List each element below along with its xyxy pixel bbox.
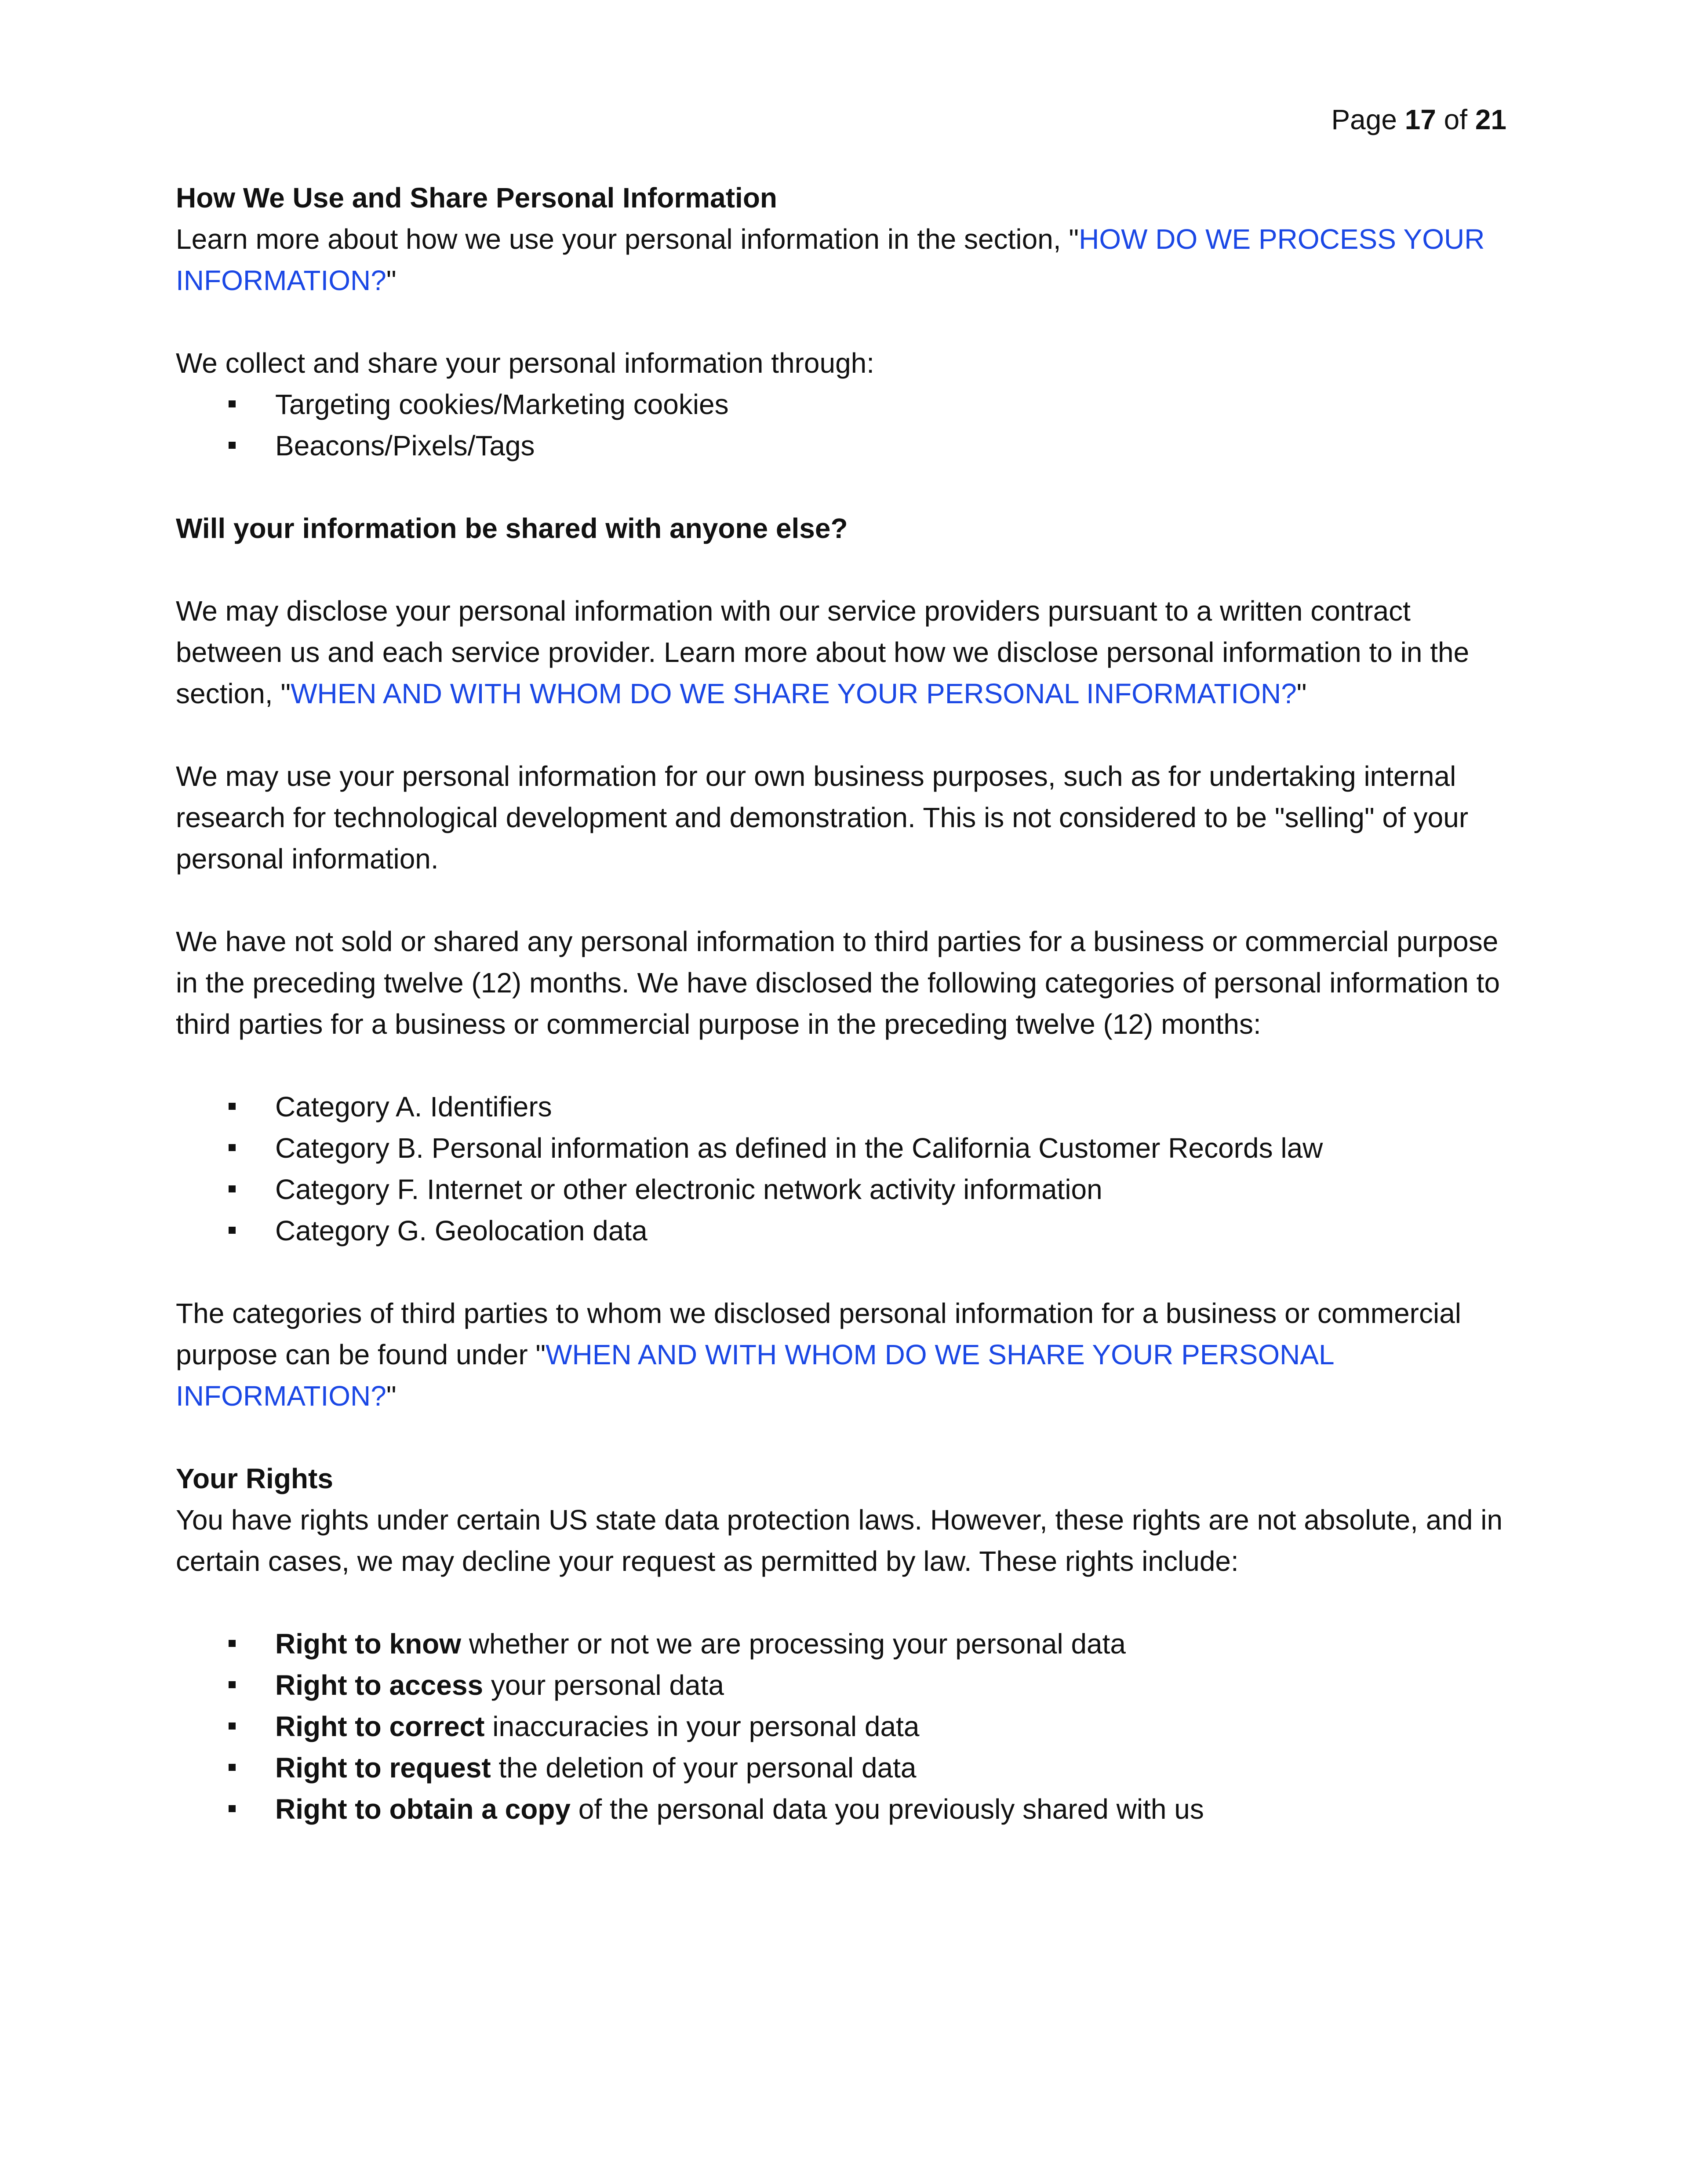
paragraph-not-sold: We have not sold or shared any personal information to third parties for a business or commercial purpose in the preceding twelve (12) months. We have disclosed the following categories of personal information to third parties for a business or commercial purpose in the preceding twelve (12) months: (176, 926, 1500, 1040)
link-when-and-with-whom-2[interactable]: WHEN AND WITH WHOM DO WE SHARE YOUR PERSONAL INFORMATION? (176, 1339, 1334, 1412)
right-description: of the personal data you previously shared with us (570, 1793, 1204, 1825)
list-item (176, 1747, 1508, 1788)
spacer (176, 1251, 1508, 1293)
spacer (176, 1417, 1508, 1458)
page-number-current: 17 (1404, 104, 1436, 135)
paragraph-rights-intro: You have rights under certain US state data protection laws. However, these rights are not absolute, and in certain cases, we may decline your request as permitted by law. These rights include: (176, 1504, 1503, 1577)
text-third-party-after: " (386, 1380, 397, 1412)
text-use-share-before: Learn more about how we use your personal information in the section, " (176, 223, 1079, 255)
spacer (176, 301, 1508, 342)
list-item: Category F. Internet or other electronic network activity information (176, 1169, 1508, 1210)
page-number-prefix: Page (1331, 104, 1397, 135)
text-third-party-before: The categories of third parties to whom we disclosed personal information for a business or commercial purpose can be found under " (176, 1297, 1461, 1370)
paragraph-use-share (176, 218, 1508, 301)
list-item: Category B. Personal information as defined in the California Customer Records law (176, 1127, 1508, 1169)
spacer (176, 1582, 1508, 1623)
text-use-share-after: " (386, 265, 397, 296)
list-item: Targeting cookies/Marketing cookies (176, 384, 1508, 425)
right-name: Right to obtain a copy (275, 1793, 571, 1825)
list-item (176, 1788, 1508, 1830)
right-name: Right to know (275, 1628, 462, 1660)
right-description: whether or not we are processing your personal data (461, 1628, 1126, 1660)
spacer (176, 549, 1508, 590)
right-name: Right to correct (275, 1711, 485, 1742)
paragraph-disclose (176, 590, 1508, 714)
spacer (176, 1045, 1508, 1086)
list-categories (176, 1086, 1508, 1251)
text-disclose-before: We may disclose your personal information with our service providers pursuant to a written contract between us and each service provider. Learn more about how we disclose personal information to in the section, " (176, 595, 1470, 709)
page-number-of: of (1444, 104, 1468, 135)
list-item: Category A. Identifiers (176, 1086, 1508, 1127)
link-how-do-we-process[interactable]: HOW DO WE PROCESS YOUR INFORMATION? (176, 223, 1485, 296)
paragraph-business-purposes: We may use your personal information for our own business purposes, such as for undertaking internal research for technological development and demonstration. This is not considered to be "selling" of your personal information. (176, 760, 1469, 875)
list-item: Category G. Geolocation data (176, 1210, 1508, 1251)
spacer (176, 466, 1508, 508)
right-description: inaccuracies in your personal data (484, 1711, 920, 1742)
list-item (176, 1706, 1508, 1747)
heading-use-share: How We Use and Share Personal Information (176, 182, 777, 214)
link-when-and-with-whom[interactable]: WHEN AND WITH WHOM DO WE SHARE YOUR PERSONAL INFORMATION? (291, 678, 1297, 709)
spacer (176, 714, 1508, 756)
list-item (176, 1664, 1508, 1706)
paragraph-third-party-categories (176, 1293, 1508, 1417)
heading-your-rights: Your Rights (176, 1463, 333, 1494)
list-rights (176, 1623, 1508, 1830)
document-content (176, 177, 1508, 1830)
right-name: Right to access (275, 1669, 484, 1701)
page-number-total: 21 (1475, 104, 1506, 135)
page-number (1331, 99, 1506, 140)
list-item (176, 1623, 1508, 1664)
heading-shared-else: Will your information be shared with anyone else? (176, 512, 848, 544)
paragraph-collect-share-intro: We collect and share your personal information through: (176, 347, 875, 379)
text-disclose-after: " (1296, 678, 1307, 709)
spacer (176, 879, 1508, 921)
list-collect-share (176, 384, 1508, 466)
right-name: Right to request (275, 1752, 491, 1784)
list-item: Beacons/Pixels/Tags (176, 425, 1508, 466)
right-description: the deletion of your personal data (491, 1752, 917, 1784)
right-description: your personal data (483, 1669, 724, 1701)
